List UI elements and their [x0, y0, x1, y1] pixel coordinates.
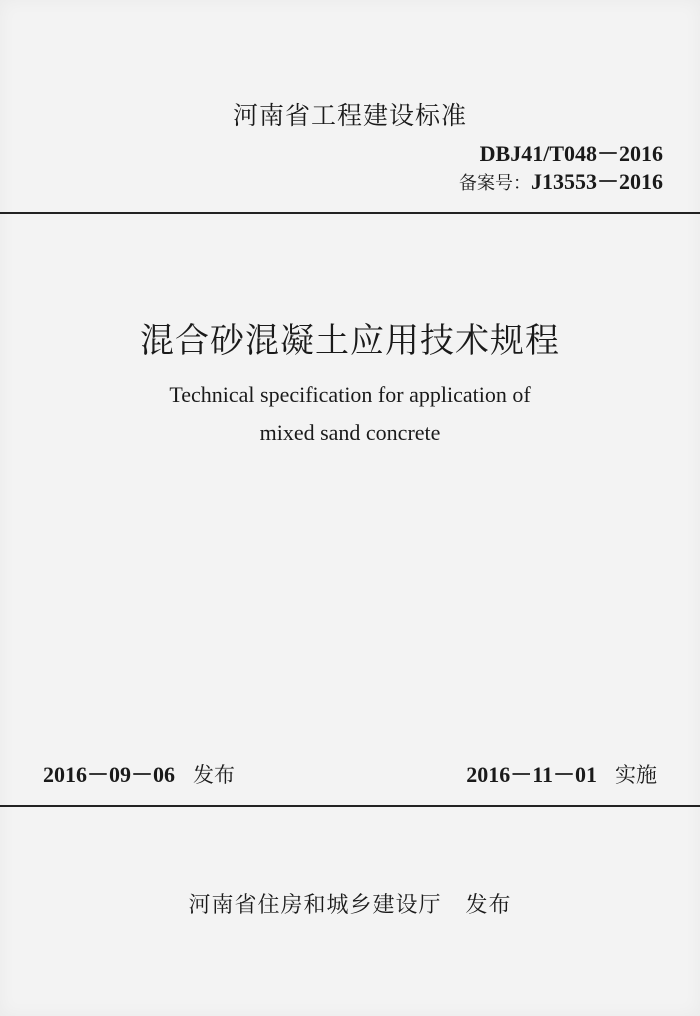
main-title-english: [0, 376, 700, 452]
issue-date-line: [43, 758, 235, 789]
issuer-action: 发布: [465, 893, 512, 918]
bottom-divider: [0, 805, 700, 807]
series-title: 河南省工程建设标准: [232, 101, 467, 130]
main-title-chinese: 混合砂混凝土应用技术规程: [140, 321, 560, 361]
issuer-line: [0, 888, 700, 919]
issue-date: 2016－09－06: [43, 762, 176, 787]
effective-date: 2016－11－01: [466, 762, 597, 787]
english-title-line-1: Technical specification for application of: [169, 382, 531, 407]
effective-action: 实施: [615, 763, 657, 787]
top-divider: [0, 212, 700, 214]
filing-number: J13553－2016: [530, 169, 663, 194]
standard-codes: [459, 140, 663, 198]
effective-date-line: [466, 758, 657, 789]
issuer-name: 河南省住房和城乡建设厅: [188, 893, 442, 918]
standard-code: DBJ41/T048－2016: [479, 141, 663, 166]
english-title-line-2: mixed sand concrete: [259, 420, 441, 445]
issue-action: 发布: [193, 763, 236, 787]
filing-number-row: [459, 168, 663, 198]
filing-label: 备案号：: [458, 173, 531, 194]
